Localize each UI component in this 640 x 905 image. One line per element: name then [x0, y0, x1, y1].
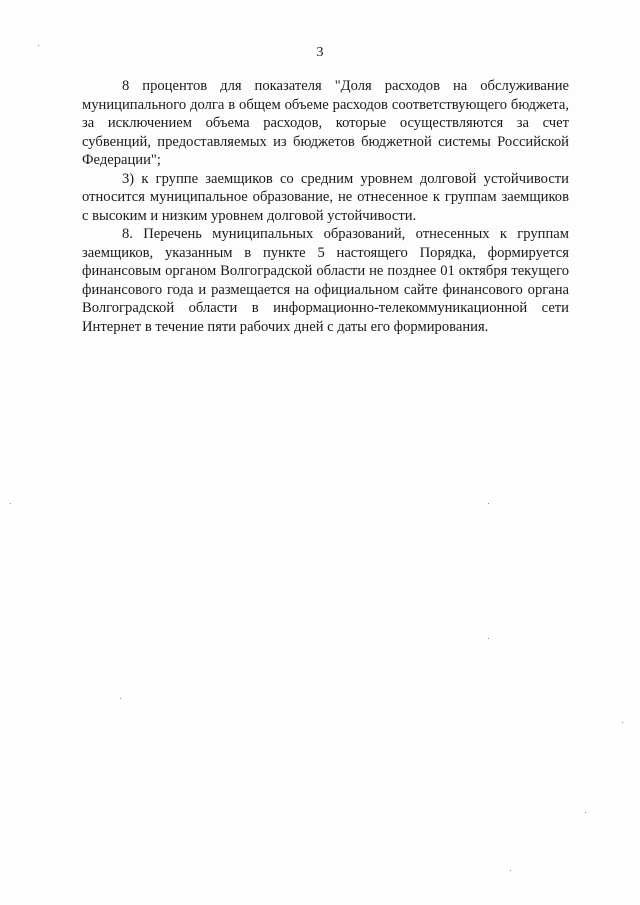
scan-speck [38, 45, 39, 46]
scan-speck [488, 638, 489, 639]
paragraph-debt-service-indicator: 8 процентов для показателя "Доля расходов на обслуживание муниципального долга в общем объеме расходов соответствующего бюджета, за исключением объема расходов, которые осуществляются за счет субвенций, предоставляемых из бюджетов бюджетной системы Российской Федерации"; [82, 78, 569, 168]
scan-speck [585, 812, 586, 813]
paragraph-list-publication: 8. Перечень муниципальных образований, отнесенных к группам заемщиков, указанным в пункте 5 настоящего Порядка, формируется финансовым органом Волгоградской области не позднее 01 октября текущего финансового года и размещается на официальном сайте финансового органа Волгоградской области в информационно-телекоммуникационной сети Интернет в течение пяти рабочих дней с даты его формирования. [82, 226, 569, 335]
scan-speck [10, 503, 11, 504]
scan-speck [622, 722, 623, 723]
scan-speck [488, 503, 489, 504]
document-body [82, 77, 569, 336]
paragraph-medium-sustainability-group: 3) к группе заемщиков со средним уровнем долговой устойчивости относится муниципальное образование, не отнесенное к группам заемщиков с высоким и низким уровнем долговой устойчивости. [82, 170, 569, 224]
scan-speck [510, 870, 511, 871]
scan-speck [120, 698, 121, 699]
page-number: 3 [316, 45, 324, 60]
